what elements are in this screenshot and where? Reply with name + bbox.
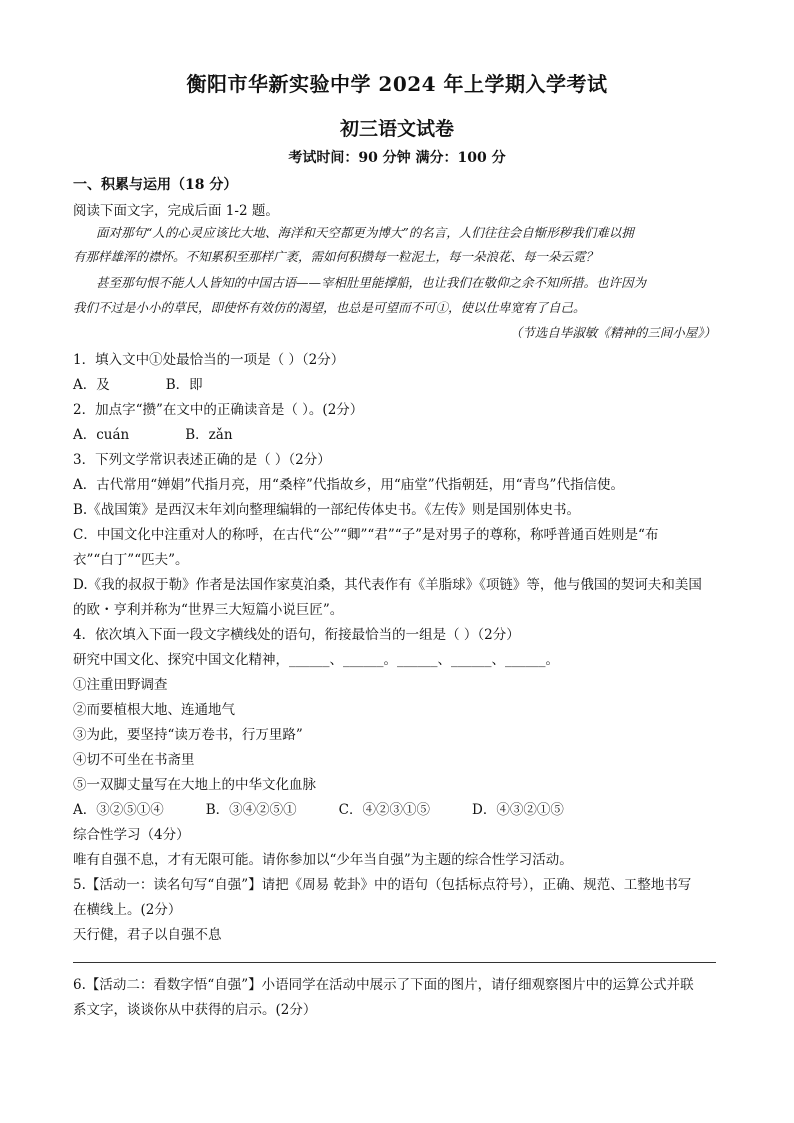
passage-line: 我们不过是小小的草民，即使怀有效仿的渴望，也总是可望而不可①，使以仕卑宽宥了自己。	[73, 300, 586, 315]
question-6-stem: 6.【活动二：看数字悟“自强”】小语同学在活动中展示了下面的图片，请仔细观察图片中的运算公式并联	[73, 977, 694, 993]
q3-option-c-cont: 衣”“白丁”“匹夫”。	[73, 552, 189, 568]
q4-item: ④切不可坐在书斋里	[73, 752, 195, 768]
q3-option-c[interactable]: C．中国文化中注重对人的称呼，在古代“公”“卿”“君”“子”是对男子的尊称，称呼普通百姓则是“布	[73, 527, 659, 543]
question-1-stem: 1．填入文中①处最恰当的一项是（ ）（2分）	[73, 352, 345, 368]
comprehensive-intro: 唯有自强不息，才有无限可能。请你参加以“少年当自强”为主题的综合性学习活动。	[73, 852, 573, 868]
exam-title: 衡阳市华新实验中学 2024 年上学期入学考试	[186, 72, 608, 96]
q4-option-b[interactable]: B．③④②⑤①	[205, 802, 297, 818]
q1-option-b[interactable]: B．即	[165, 377, 203, 393]
q4-item: ①注重田野调查	[73, 677, 168, 693]
passage-line: 甚至那句恨不能人人皆知的中国古语——宰相肚里能撑船，也让我们在敬仰之余不知所措。也许因为	[96, 275, 647, 290]
question-6-stem-cont: 系文字，谈谈你从中获得的启示。(2分）	[73, 1002, 317, 1018]
q3-option-a[interactable]: A．古代常用“婵娟”代指月亮，用“桑梓”代指故乡，用“庙堂”代指朝廷，用“青鸟”代指信使。	[73, 477, 624, 493]
q4-option-a[interactable]: A．③②⑤①④	[73, 802, 164, 818]
q4-option-c[interactable]: C．④②③①⑤	[338, 802, 431, 818]
q4-sentence: 研究中国文化、探究中国文化精神，______、______。______、______、______。	[73, 652, 559, 668]
passage-source: （节选自毕淑敏《精神的三间小屋》）	[509, 325, 716, 340]
exam-info: 考试时间：90 分钟 满分：100 分	[288, 150, 506, 166]
exam-subtitle: 初三语文试卷	[339, 118, 454, 140]
q4-item: ②而要植根大地、连通地气	[73, 702, 235, 718]
question-4-stem: 4．依次填入下面一段文字横线处的语句，衔接最恰当的一组是（ ）（2分）	[73, 627, 520, 643]
passage-line: 有那样雄浑的襟怀。不知累积至那样广袤，需如何积攒每一粒泥土，每一朵浪花、每一朵云霓？	[73, 249, 599, 264]
q4-item: ③为此，要坚持“读万卷书，行万里路”	[73, 727, 303, 743]
question-4-options	[73, 798, 564, 818]
reading-intro: 阅读下面文字，完成后面 1-2 题。	[73, 203, 279, 219]
comprehensive-heading: 综合性学习（4分）	[73, 827, 190, 843]
question-2-options	[73, 423, 233, 443]
answer-line	[73, 962, 716, 963]
question-1-options	[73, 373, 203, 393]
passage-line: 面对那句“人的心灵应该比大地、海洋和天空都更为博大”的名言，人们往往会自惭形秽我们难以拥	[96, 225, 634, 240]
section-heading: 一、积累与运用（18 分）	[73, 177, 238, 193]
question-5-stem: 5.【活动一：读名句写“自强”】请把《周易 乾卦》中的语句（包括标点符号），正确、规范、工整地书写	[73, 877, 692, 893]
q4-option-d[interactable]: D．④③②①⑤	[472, 802, 564, 818]
question-3-stem: 3．下列文学常识表述正确的是（ ）（2分）	[73, 452, 331, 468]
q4-item: ⑤一双脚丈量写在大地上的中华文化血脉	[73, 777, 316, 793]
q3-option-b[interactable]: B.《战国策》是西汉末年刘向整理编辑的一部纪传体史书。《左传》则是国别体史书。	[73, 502, 580, 518]
q3-option-d-cont: 的欧・亨利并称为“世界三大短篇小说巨匠”。	[73, 602, 344, 618]
question-5-stem-cont: 在横线上。(2分）	[73, 902, 182, 918]
q2-option-b[interactable]: B．zǎn	[185, 427, 233, 443]
q5-answer-text[interactable]: 天行健，君子以自强不息	[73, 927, 222, 943]
q3-option-d[interactable]: D.《我的叔叔于勒》作者是法国作家莫泊桑，其代表作有《羊脂球》《项链》等，他与俄国的契诃夫和美国	[73, 577, 702, 593]
q2-option-a[interactable]: A．cuán	[73, 427, 130, 443]
question-2-stem: 2．加点字“攒”在文中的正确读音是（ ）。(2分）	[73, 402, 364, 418]
q1-option-a[interactable]: A．及	[73, 377, 110, 393]
